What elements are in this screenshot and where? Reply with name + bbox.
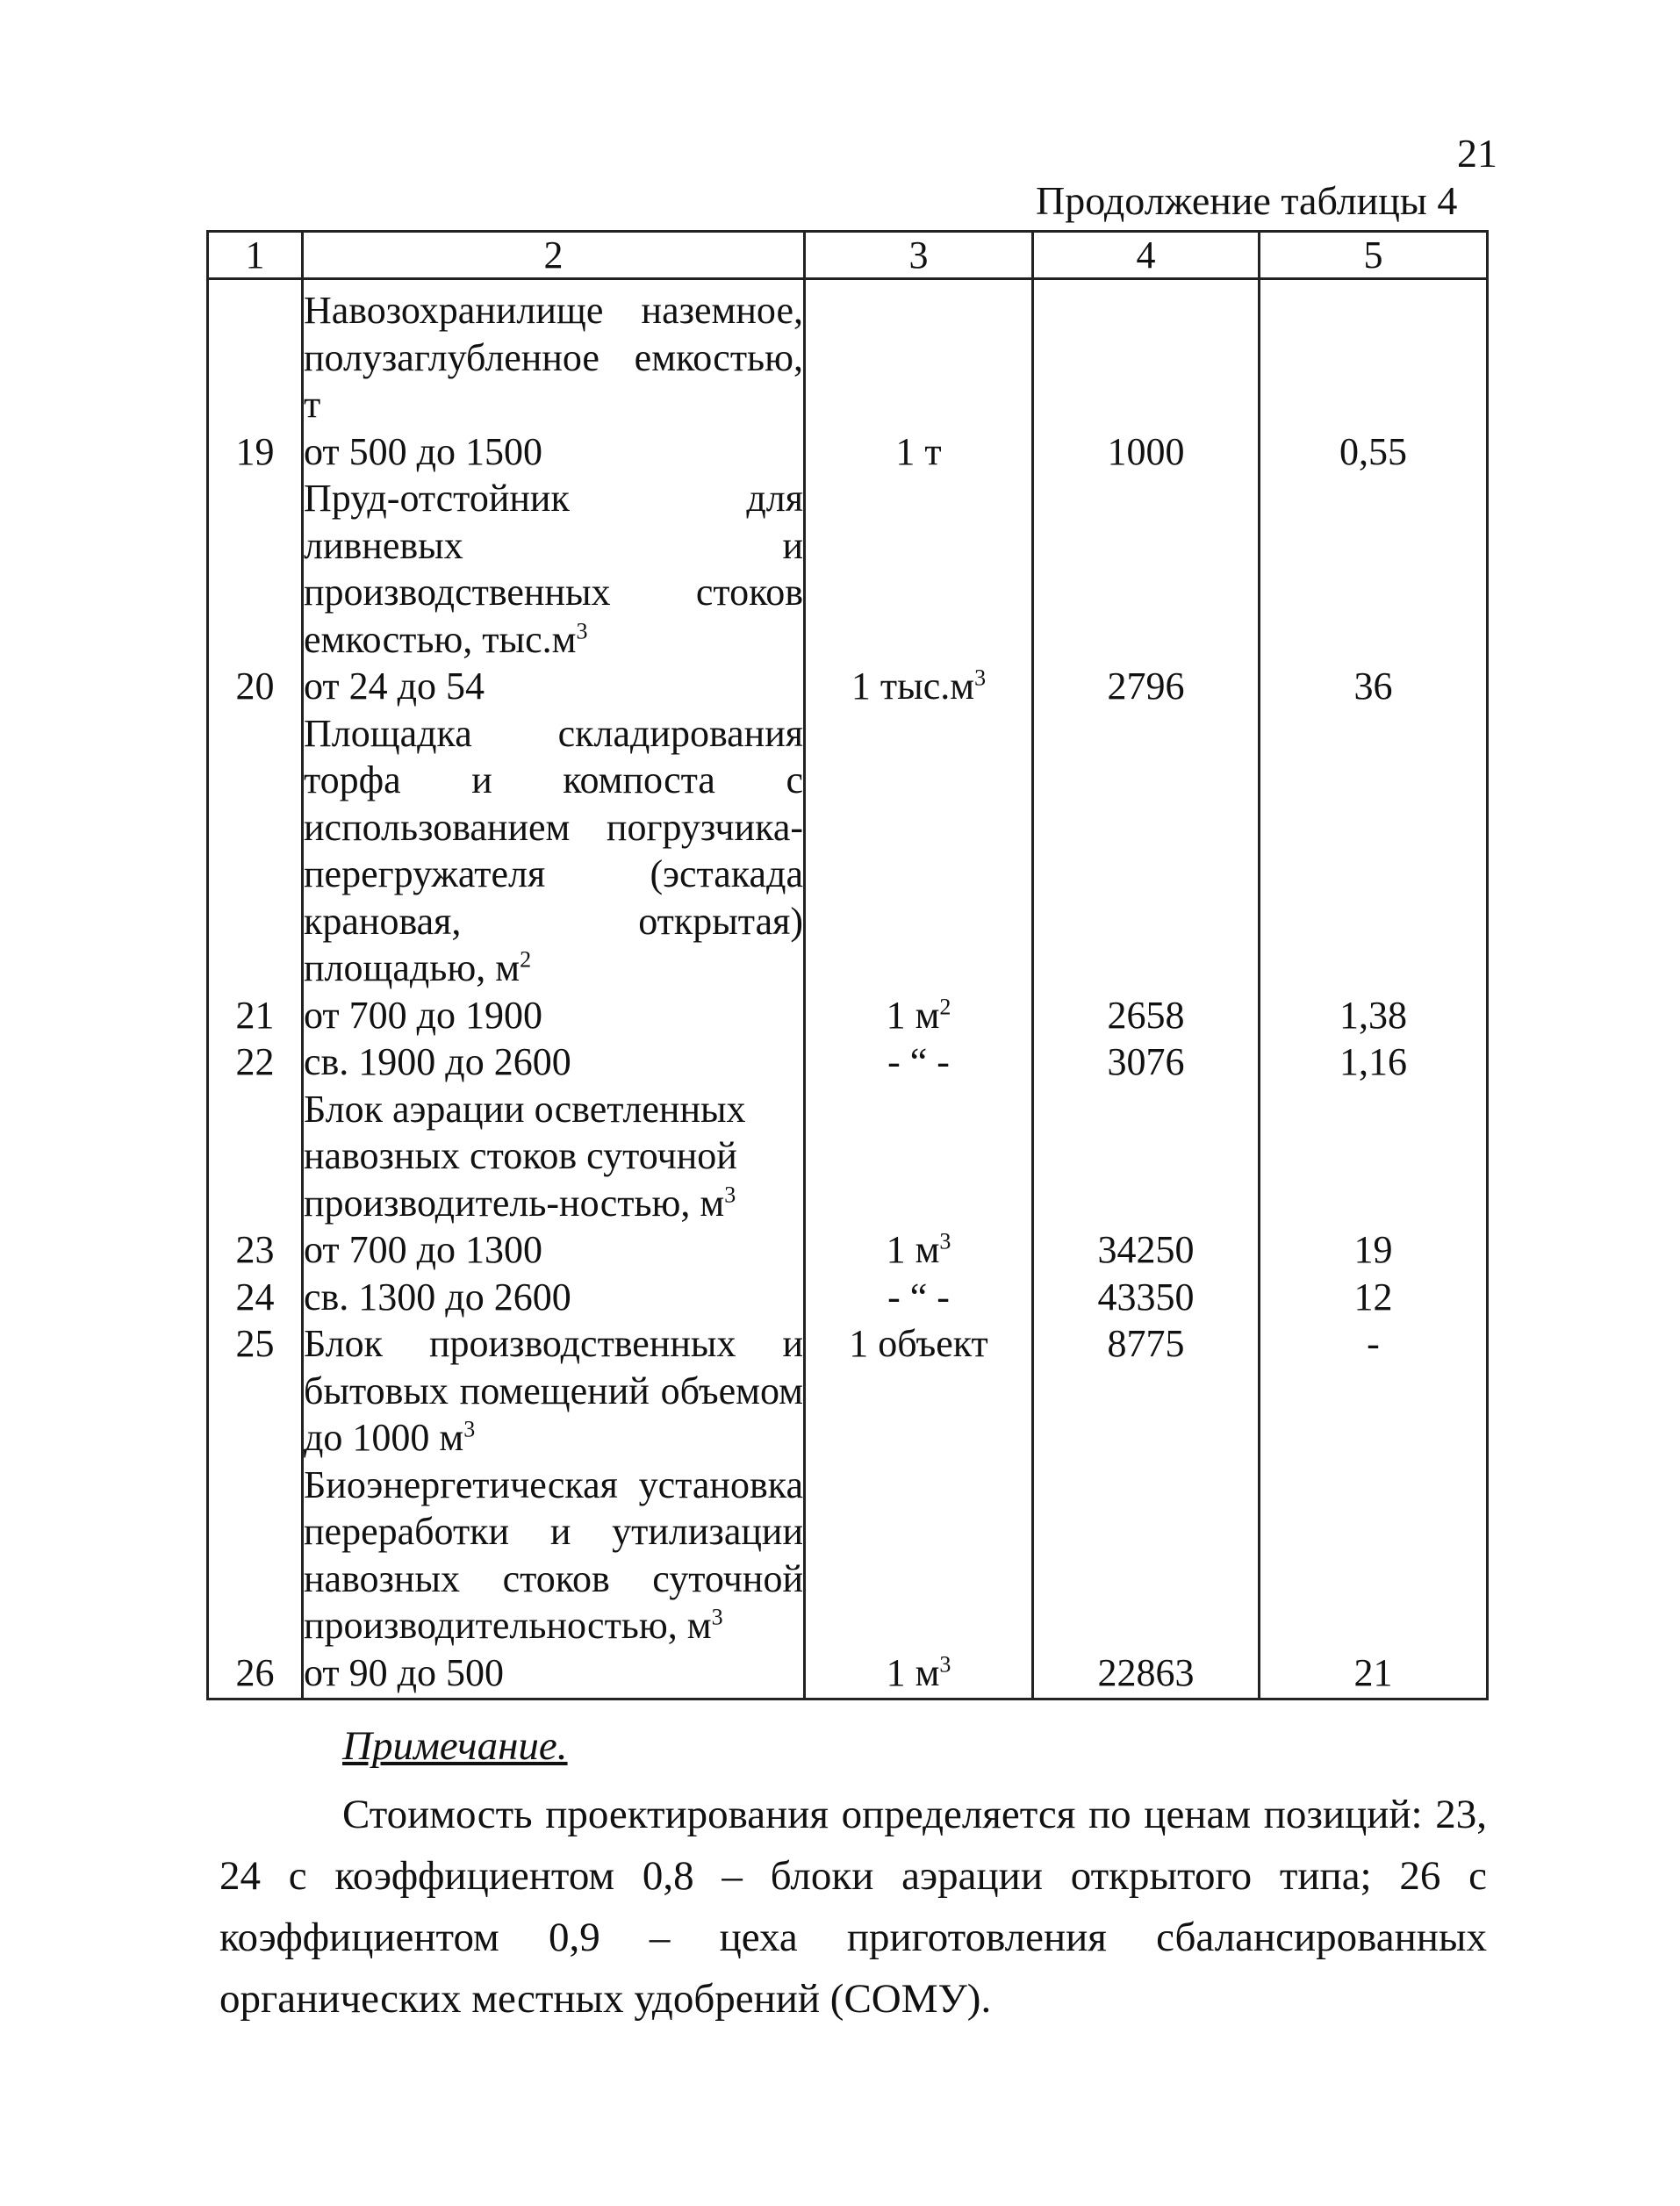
object-description <box>303 428 805 476</box>
row-number: 26 <box>208 1649 303 1699</box>
header-col-1: 1 <box>208 232 303 279</box>
unit-cell <box>805 1226 1033 1274</box>
price-a-cell: 2796 <box>1033 663 1260 710</box>
unit-text: - “ - <box>887 1275 950 1319</box>
object-description <box>303 992 805 1039</box>
row-number: 23 <box>208 1226 303 1274</box>
page-number: 21 <box>1457 131 1497 176</box>
description-text: Площадка складирования торфа и компоста с использованием погрузчика-перегружателя (эстакада крановая, открытая) площадью, м <box>304 711 803 989</box>
price-b-cell: 1,38 <box>1260 992 1488 1039</box>
row-number: 25 <box>208 1320 303 1462</box>
price-b-cell: 0,55 <box>1260 428 1488 476</box>
price-a-cell <box>1033 475 1260 663</box>
header-col-5: 5 <box>1260 232 1488 279</box>
price-table <box>206 230 1489 1700</box>
object-description <box>303 1274 805 1321</box>
object-description <box>303 1462 805 1649</box>
table-row <box>208 1038 1488 1086</box>
object-description <box>303 710 805 992</box>
row-number: 19 <box>208 428 303 476</box>
unit-text: 1 т <box>895 429 942 473</box>
description-text: Блок аэрации осветленных навозных стоков суточной производитель-ностью, м <box>304 1087 746 1225</box>
price-a-cell: 8775 <box>1033 1320 1260 1462</box>
unit-cell <box>805 279 1033 428</box>
unit-cell <box>805 663 1033 710</box>
description-text: от 700 до 1900 <box>304 993 543 1037</box>
header-col-3: 3 <box>805 232 1033 279</box>
description-text: св. 1300 до 2600 <box>304 1275 571 1319</box>
unit-text: 1 м <box>886 1228 940 1271</box>
unit-cell <box>805 1038 1033 1086</box>
description-text: Биоэнергетическая установка переработки и утилизации навозных стоков суточной производительностью, м <box>304 1462 803 1647</box>
table-row <box>208 1226 1488 1274</box>
price-a-cell: 1000 <box>1033 428 1260 476</box>
description-text: св. 1900 до 2600 <box>304 1040 571 1083</box>
table-row <box>208 279 1488 428</box>
price-b-cell: 21 <box>1260 1649 1488 1699</box>
superscript: 3 <box>974 665 987 691</box>
price-b-cell: 19 <box>1260 1226 1488 1274</box>
table-row <box>208 663 1488 710</box>
table-row <box>208 1462 1488 1649</box>
object-description <box>303 1086 805 1227</box>
price-b-cell <box>1260 1462 1488 1649</box>
description-text: Блок производственных и бытовых помещений объемом до 1000 м <box>304 1322 803 1459</box>
superscript: 2 <box>520 946 532 973</box>
row-number <box>208 1462 303 1649</box>
table-caption: Продолжение таблицы 4 <box>1036 178 1458 223</box>
row-number: 21 <box>208 992 303 1039</box>
superscript: 3 <box>463 1416 476 1442</box>
price-a-cell <box>1033 1462 1260 1649</box>
description-text: от 90 до 500 <box>304 1650 505 1694</box>
object-description <box>303 1226 805 1274</box>
table-row <box>208 1320 1488 1462</box>
object-description <box>303 1038 805 1086</box>
price-b-cell <box>1260 279 1488 428</box>
unit-cell <box>805 1320 1033 1462</box>
row-number <box>208 1086 303 1227</box>
row-number <box>208 475 303 663</box>
unit-cell <box>805 1462 1033 1649</box>
superscript: 2 <box>939 993 951 1019</box>
row-number <box>208 710 303 992</box>
price-b-cell <box>1260 1086 1488 1227</box>
price-b-cell: 12 <box>1260 1274 1488 1321</box>
price-a-cell <box>1033 1086 1260 1227</box>
object-description <box>303 1649 805 1699</box>
note-title: Примечание. <box>342 1723 568 1769</box>
unit-cell <box>805 475 1033 663</box>
price-a-cell <box>1033 710 1260 992</box>
price-a-cell: 3076 <box>1033 1038 1260 1086</box>
price-a-cell: 34250 <box>1033 1226 1260 1274</box>
unit-cell <box>805 1649 1033 1699</box>
unit-text: 1 м <box>886 993 940 1037</box>
table-row <box>208 1649 1488 1699</box>
table-row <box>208 428 1488 476</box>
description-text: Навозохранилище наземное, полузаглубленное емкостью, т <box>304 289 803 426</box>
description-text: от 500 до 1500 <box>304 429 543 473</box>
unit-text: 1 м <box>886 1650 940 1694</box>
superscript: 3 <box>939 1650 951 1677</box>
unit-cell <box>805 710 1033 992</box>
table-row <box>208 1274 1488 1321</box>
superscript: 3 <box>576 617 588 643</box>
object-description <box>303 1320 805 1462</box>
price-b-cell: 36 <box>1260 663 1488 710</box>
description-text: от 700 до 1300 <box>304 1228 543 1271</box>
price-b-cell: 1,16 <box>1260 1038 1488 1086</box>
price-a-cell: 2658 <box>1033 992 1260 1039</box>
unit-cell <box>805 1274 1033 1321</box>
price-a-cell: 43350 <box>1033 1274 1260 1321</box>
price-a-cell <box>1033 279 1260 428</box>
row-number: 22 <box>208 1038 303 1086</box>
row-number: 24 <box>208 1274 303 1321</box>
unit-cell <box>805 428 1033 476</box>
header-col-4: 4 <box>1033 232 1260 279</box>
price-b-cell <box>1260 475 1488 663</box>
superscript: 3 <box>711 1604 723 1630</box>
unit-text: 1 тыс.м <box>851 665 975 708</box>
table-row <box>208 992 1488 1039</box>
note-text: Стоимость проектирования определяется по ценам позиций: 23, 24 с коэффициентом 0,8 – блоки аэрации открытого типа; 26 с коэффициентом 0,9 – цеха приготовления сбалансированных органических местных удобрений (СОМУ). <box>219 1792 1487 2022</box>
superscript: 3 <box>939 1228 951 1254</box>
superscript: 3 <box>724 1181 736 1207</box>
row-number <box>208 279 303 428</box>
description-text: от 24 до 54 <box>304 665 485 708</box>
unit-text: - “ - <box>887 1040 950 1083</box>
unit-cell <box>805 1086 1033 1227</box>
price-b-cell <box>1260 710 1488 992</box>
unit-text: 1 объект <box>849 1322 988 1365</box>
object-description <box>303 475 805 663</box>
row-number: 20 <box>208 663 303 710</box>
object-description <box>303 279 805 428</box>
description-text: Пруд-отстойник для ливневых и производственных стоков емкостью, тыс.м <box>304 477 803 661</box>
table-row <box>208 475 1488 663</box>
object-description <box>303 663 805 710</box>
header-col-2: 2 <box>303 232 805 279</box>
table-row <box>208 710 1488 992</box>
table-row <box>208 1086 1488 1227</box>
unit-cell <box>805 992 1033 1039</box>
price-a-cell: 22863 <box>1033 1649 1260 1699</box>
table-header-row <box>208 232 1488 279</box>
price-b-cell: - <box>1260 1320 1488 1462</box>
